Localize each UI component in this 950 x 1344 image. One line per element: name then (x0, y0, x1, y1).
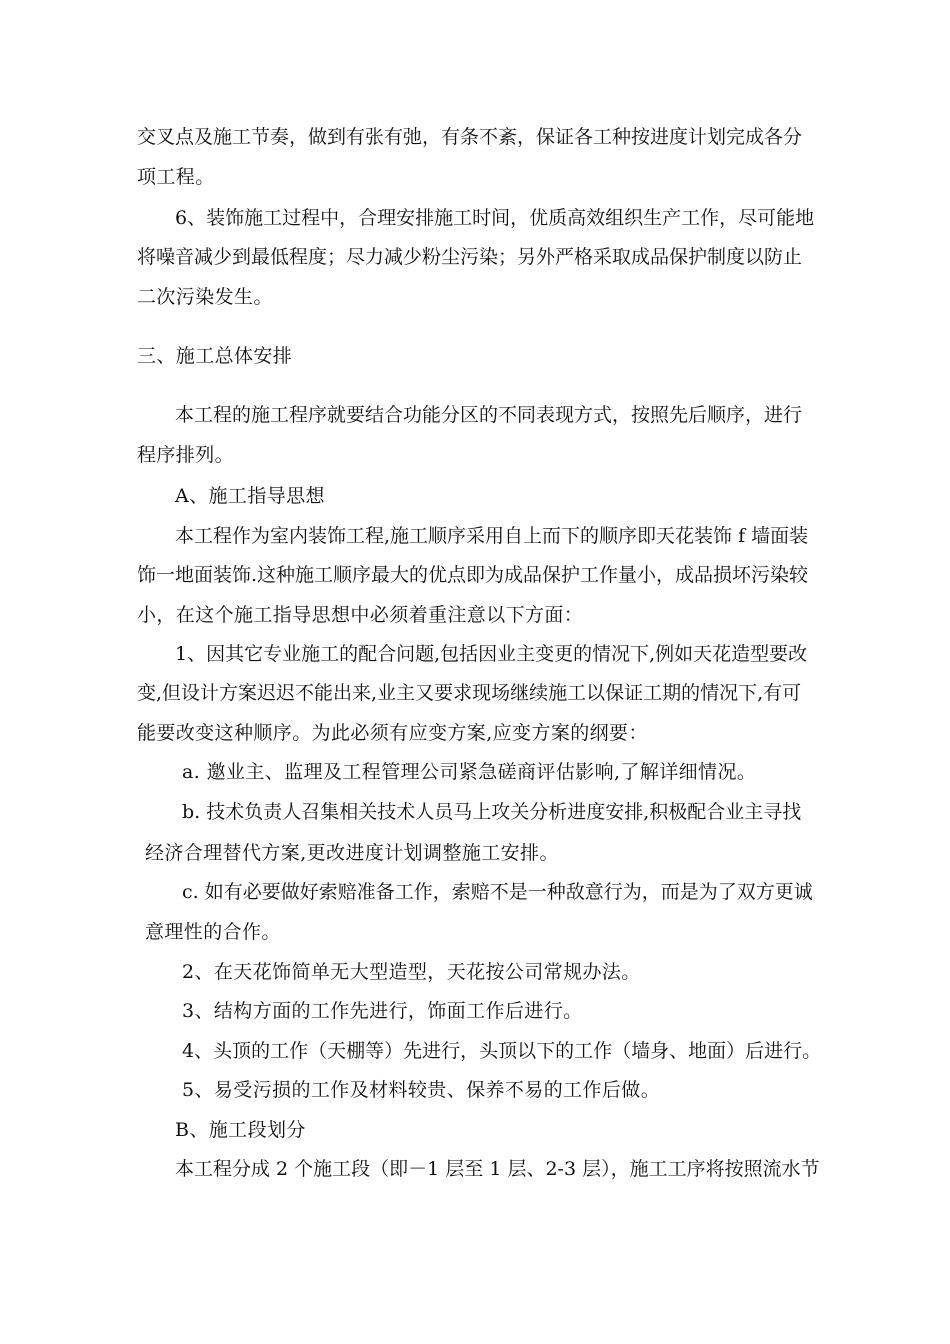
text-line: 6、装饰施工过程中，合理安排施工时间，优质高效组织生产工作，尽可能地 (175, 207, 815, 229)
text-line: 项工程。 (137, 166, 215, 188)
text-line: 二次污染发生。 (137, 286, 273, 308)
text-line: 本工程的施工程序就要结合功能分区的不同表现方式，按照先后顺序，进行 (175, 404, 803, 426)
text-line: 意理性的合作。 (145, 921, 281, 943)
text-line: 小，在这个施工指导思想中必须着重注意以下方面： (137, 604, 584, 626)
text-line: 交叉点及施工节奏，做到有张有弛，有条不紊，保证各工种按进度计划完成各分 (137, 126, 803, 148)
text-line: 饰一地面装饰.这种施工顺序最大的优点即为成品保护工作量小，成品损坏污染较 (137, 564, 809, 586)
text-line: a. 邀业主、监理及工程管理公司紧急磋商评估影响,了解详细情况。 (182, 761, 757, 783)
text-line: 经济合理替代方案,更改进度计划调整施工安排。 (145, 842, 559, 864)
text-line: 3、结构方面的工作先进行，饰面工作后进行。 (182, 1000, 583, 1022)
text-line: 5、易受污损的工作及材料较贵、保养不易的工作后做。 (182, 1079, 661, 1101)
text-line: 4、头顶的工作（天棚等）先进行，头顶以下的工作（墙身、地面）后进行。 (182, 1040, 822, 1062)
subsection-heading: A、施工指导思想 (175, 485, 325, 507)
section-heading: 三、施工总体安排 (137, 345, 293, 367)
subsection-heading: B、施工段划分 (175, 1119, 306, 1141)
text-line: 1、因其它专业施工的配合问题,包括因业主变更的情况下,例如天花造型要改 (175, 643, 808, 665)
text-line: 本工程分成 2 个施工段（即－1 层至 1 层、2-3 层），施工工序将按照流水节 (175, 1158, 820, 1180)
text-line: b. 技术负责人召集相关技术人员马上攻关分析进度安排,积极配合业主寻找 (182, 801, 802, 823)
text-line: 变,但设计方案迟迟不能出来,业主又要求现场继续施工以保证工期的情况下,有可 (137, 682, 802, 704)
text-line: 将噪音减少到最低程度；尽力减少粉尘污染；另外严格采取成品保护制度以防止 (137, 246, 803, 268)
text-line: 程序排列。 (137, 444, 235, 466)
text-line: c. 如有必要做好索赔准备工作，索赔不是一种敌意行为，而是为了双方更诚 (182, 881, 813, 903)
text-line: 本工程作为室内装饰工程,施工顺序采用自上而下的顺序即天花装饰 f 墙面装 (175, 525, 809, 547)
text-line: 能要改变这种顺序。为此必须有应变方案,应变方案的纲要： (137, 722, 648, 744)
text-line: 2、在天花饰简单无大型造型，天花按公司常规办法。 (182, 961, 641, 983)
